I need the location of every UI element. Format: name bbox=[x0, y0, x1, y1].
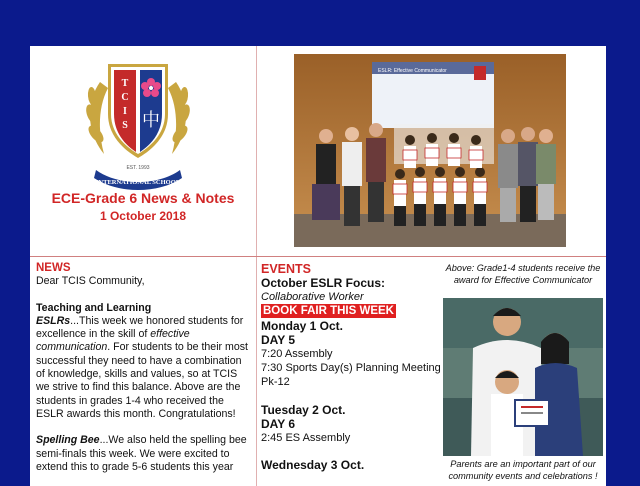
school-logo bbox=[78, 52, 198, 192]
eslr-paragraph: ESLRs...This week we honored students for excellence in the skill of effective communication. For students to be their most successful they need to have a combination of knowledge, skills and values, so at TCIS we strive to find this balance. Above are the students in grades 1-4 who received the ESLR awards this month. Congratulations! bbox=[36, 314, 248, 420]
svg-text:ESLR: Effective Communicator: ESLR: Effective Communicator bbox=[378, 68, 447, 74]
section-divider bbox=[30, 256, 606, 257]
svg-text:T: T bbox=[121, 78, 129, 89]
newsletter-page bbox=[30, 46, 606, 486]
parent-student-photo bbox=[443, 298, 603, 456]
news-section bbox=[36, 262, 250, 474]
svg-text:INTERNATIONAL SCHOOL: INTERNATIONAL SCHOOL bbox=[95, 179, 181, 186]
tuesday-event-1: 2:45 ES Assembly bbox=[261, 432, 351, 445]
events-heading: EVENTS bbox=[261, 262, 312, 276]
spelling-bee-paragraph: Spelling Bee...We also held the spelling bee semi-finals this week. We were excited to extend this to grade 5-6 students this year bbox=[36, 434, 247, 473]
news-greeting: Dear TCIS Community, bbox=[36, 275, 145, 288]
teaching-learning-subhead: Teaching and Learning bbox=[36, 301, 152, 314]
newsletter-title: ECE-Grade 6 News & Notes bbox=[51, 190, 235, 206]
photo-caption-bottom: Parents are an important part of our community events and celebrations ! bbox=[448, 459, 598, 481]
events-section bbox=[261, 262, 441, 472]
monday-event-2: 7:30 Sports Day(s) Planning Meeting Pk-12 bbox=[261, 362, 441, 389]
eslr-focus-value: Collaborative Worker bbox=[261, 291, 364, 304]
award-group-photo bbox=[294, 54, 566, 247]
tuesday-date: Tuesday 2 Oct. bbox=[261, 402, 346, 417]
svg-text:中: 中 bbox=[142, 110, 160, 131]
tuesday-day: DAY 6 bbox=[261, 416, 296, 431]
column-divider bbox=[256, 46, 257, 486]
news-heading: NEWS bbox=[36, 262, 71, 274]
monday-event-1: 7:20 Assembly bbox=[261, 348, 333, 361]
monday-date: Monday 1 Oct. bbox=[261, 318, 344, 333]
svg-text:C: C bbox=[121, 92, 129, 103]
svg-text:I: I bbox=[123, 106, 127, 117]
svg-text:S: S bbox=[122, 120, 128, 131]
eslr-focus-label: October ESLR Focus: bbox=[261, 276, 386, 290]
monday-day: DAY 5 bbox=[261, 332, 296, 347]
wednesday-date: Wednesday 3 Oct. bbox=[261, 458, 365, 473]
book-fair-banner: BOOK FAIR THIS WEEK bbox=[263, 305, 394, 318]
newsletter-date: 1 October 2018 bbox=[99, 209, 187, 223]
svg-text:EST. 1993: EST. 1993 bbox=[126, 165, 150, 171]
photo-caption-top: Above: Grade1-4 students receive the award for Effective Communicator bbox=[445, 263, 601, 285]
